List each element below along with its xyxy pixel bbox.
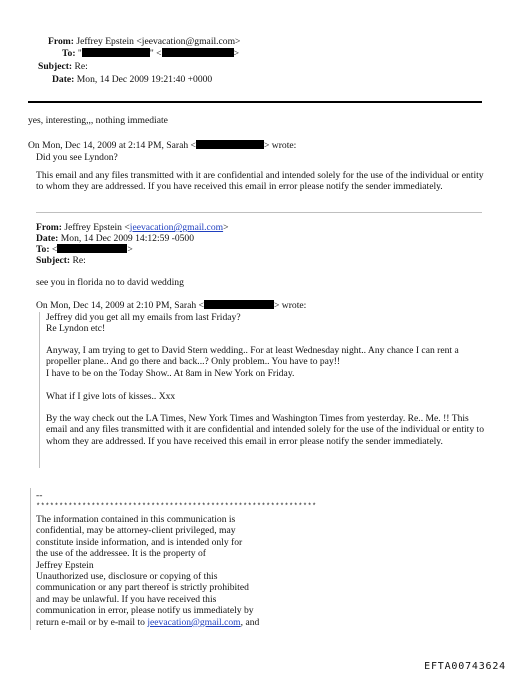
redaction-box xyxy=(204,300,274,309)
signature-last-line xyxy=(36,617,356,628)
msg2-from-label: From: xyxy=(36,222,62,233)
quote2-para2: What if I give lots of kisses.. Xxx xyxy=(46,391,176,402)
msg2-to-prefix: < xyxy=(51,244,58,255)
signature-last-start: return e-mail or by e-mail to xyxy=(36,616,148,628)
quote1-intro-start: On Mon, Dec 14, 2009 at 2:14 PM, Sarah < xyxy=(28,140,196,151)
document-id: EFTA00743624 xyxy=(424,660,506,672)
msg2-to-row xyxy=(36,244,133,255)
header-to-label: To: xyxy=(62,48,76,59)
msg2-date-value: Mon, 14 Dec 2009 14:12:59 -0500 xyxy=(60,233,195,244)
redaction-box xyxy=(57,244,127,253)
reply-text: yes, interesting,,, nothing immediate xyxy=(28,115,168,126)
signature-line: communication in error, please notify us immediately by xyxy=(36,605,254,617)
signature-line: Jeffrey Epstein xyxy=(36,559,94,571)
signature-line: confidential, may be attorney-client privileged, may xyxy=(36,525,236,537)
header-date-row xyxy=(52,74,212,85)
quote1-line: Did you see Lyndon? xyxy=(36,152,118,163)
header-to-mid: " < xyxy=(149,48,162,59)
msg2-subject-label: Subject: xyxy=(36,255,71,266)
header-divider xyxy=(28,101,482,103)
signature-email-link[interactable]: jeevacation@gmail.com xyxy=(147,616,241,628)
quote1-intro-end: > wrote: xyxy=(263,140,297,151)
signature-last-end: , and xyxy=(240,616,260,628)
quote2-para3: By the way check out the LA Times, New York Times and Washington Times from yesterday. Re.. Me. !! This email and any files transmitted with it are confidential and intended solely for the use of the individual or entity to whom they are addressed. If you have received this email in error please notify the sender immediately. xyxy=(46,413,484,447)
header-subject-label: Subject: xyxy=(38,61,73,72)
quote1-disclaimer: This email and any files transmitted with it are confidential and intended solely for the use of the individual or entity to whom they are addressed. If you have received this email in error please notify the sender immediately. xyxy=(36,170,484,193)
header-from-row xyxy=(48,36,240,47)
redaction-box xyxy=(196,140,264,149)
header-from-value: Jeffrey Epstein <jeevacation@gmail.com> xyxy=(76,36,241,47)
msg2-from-close: > xyxy=(223,222,229,233)
signature-line: and may be unlawful. If you have received this xyxy=(36,593,217,605)
header-subject-value: Re: xyxy=(74,61,88,72)
quote2-intro-start: On Mon, Dec 14, 2009 at 2:10 PM, Sarah < xyxy=(36,300,204,311)
header-from-label: From: xyxy=(48,36,74,47)
quote2-line2: Re Lyndon etc! xyxy=(46,323,106,334)
msg2-to-label: To: xyxy=(36,244,50,255)
quote-bar xyxy=(30,488,31,630)
header-subject-row xyxy=(38,61,88,72)
signature-dashes: -- xyxy=(36,490,43,501)
msg2-from-email-link[interactable]: jeevacation@gmail.com xyxy=(129,222,224,233)
quote1-intro xyxy=(28,140,296,151)
quote2-para1b: I have to be on the Today Show.. At 8am in New York on Friday. xyxy=(46,368,295,379)
msg2-body: see you in florida no to david wedding xyxy=(36,277,184,288)
msg2-date-label: Date: xyxy=(36,233,59,244)
header-to-suffix: > xyxy=(233,48,239,59)
quote2-line1: Jeffrey did you get all my emails from last Friday? xyxy=(46,312,241,323)
signature-line: the use of the addressee. It is the property of xyxy=(36,548,206,560)
header-date-value: Mon, 14 Dec 2009 19:21:40 +0000 xyxy=(76,74,213,85)
redaction-box xyxy=(162,48,234,57)
header-to-row xyxy=(62,48,239,59)
quote2-para1: Anyway, I am trying to get to David Stern wedding.. For at least Wednesday night.. Any chance I can rent a propeller plane.. And go there and back...? Only problem.. You have to pay!! xyxy=(46,345,459,368)
msg2-subject-row xyxy=(36,255,86,266)
msg2-from-row xyxy=(36,222,229,233)
msg2-subject-value: Re: xyxy=(72,255,86,266)
signature-line: Unauthorized use, disclosure or copying of this xyxy=(36,571,218,583)
message-separator xyxy=(36,212,482,213)
quote-bar xyxy=(39,312,40,468)
msg2-from-name: Jeffrey Epstein < xyxy=(64,222,130,233)
signature-line: communication or any part thereof is strictly prohibited xyxy=(36,582,249,594)
redaction-box xyxy=(82,48,150,57)
header-date-label: Date: xyxy=(52,74,75,85)
signature-line: constitute inside information, and is intended only for xyxy=(36,536,243,548)
header-to-prefix: " xyxy=(77,48,82,59)
quote2-intro xyxy=(36,300,306,311)
msg2-to-suffix: > xyxy=(127,244,133,255)
signature-stars: ************************************************************* xyxy=(36,503,317,511)
quote2-intro-end: > wrote: xyxy=(273,300,307,311)
msg2-date-row xyxy=(36,233,194,244)
signature-block xyxy=(36,514,356,628)
signature-line: The information contained in this communication is xyxy=(36,514,236,525)
